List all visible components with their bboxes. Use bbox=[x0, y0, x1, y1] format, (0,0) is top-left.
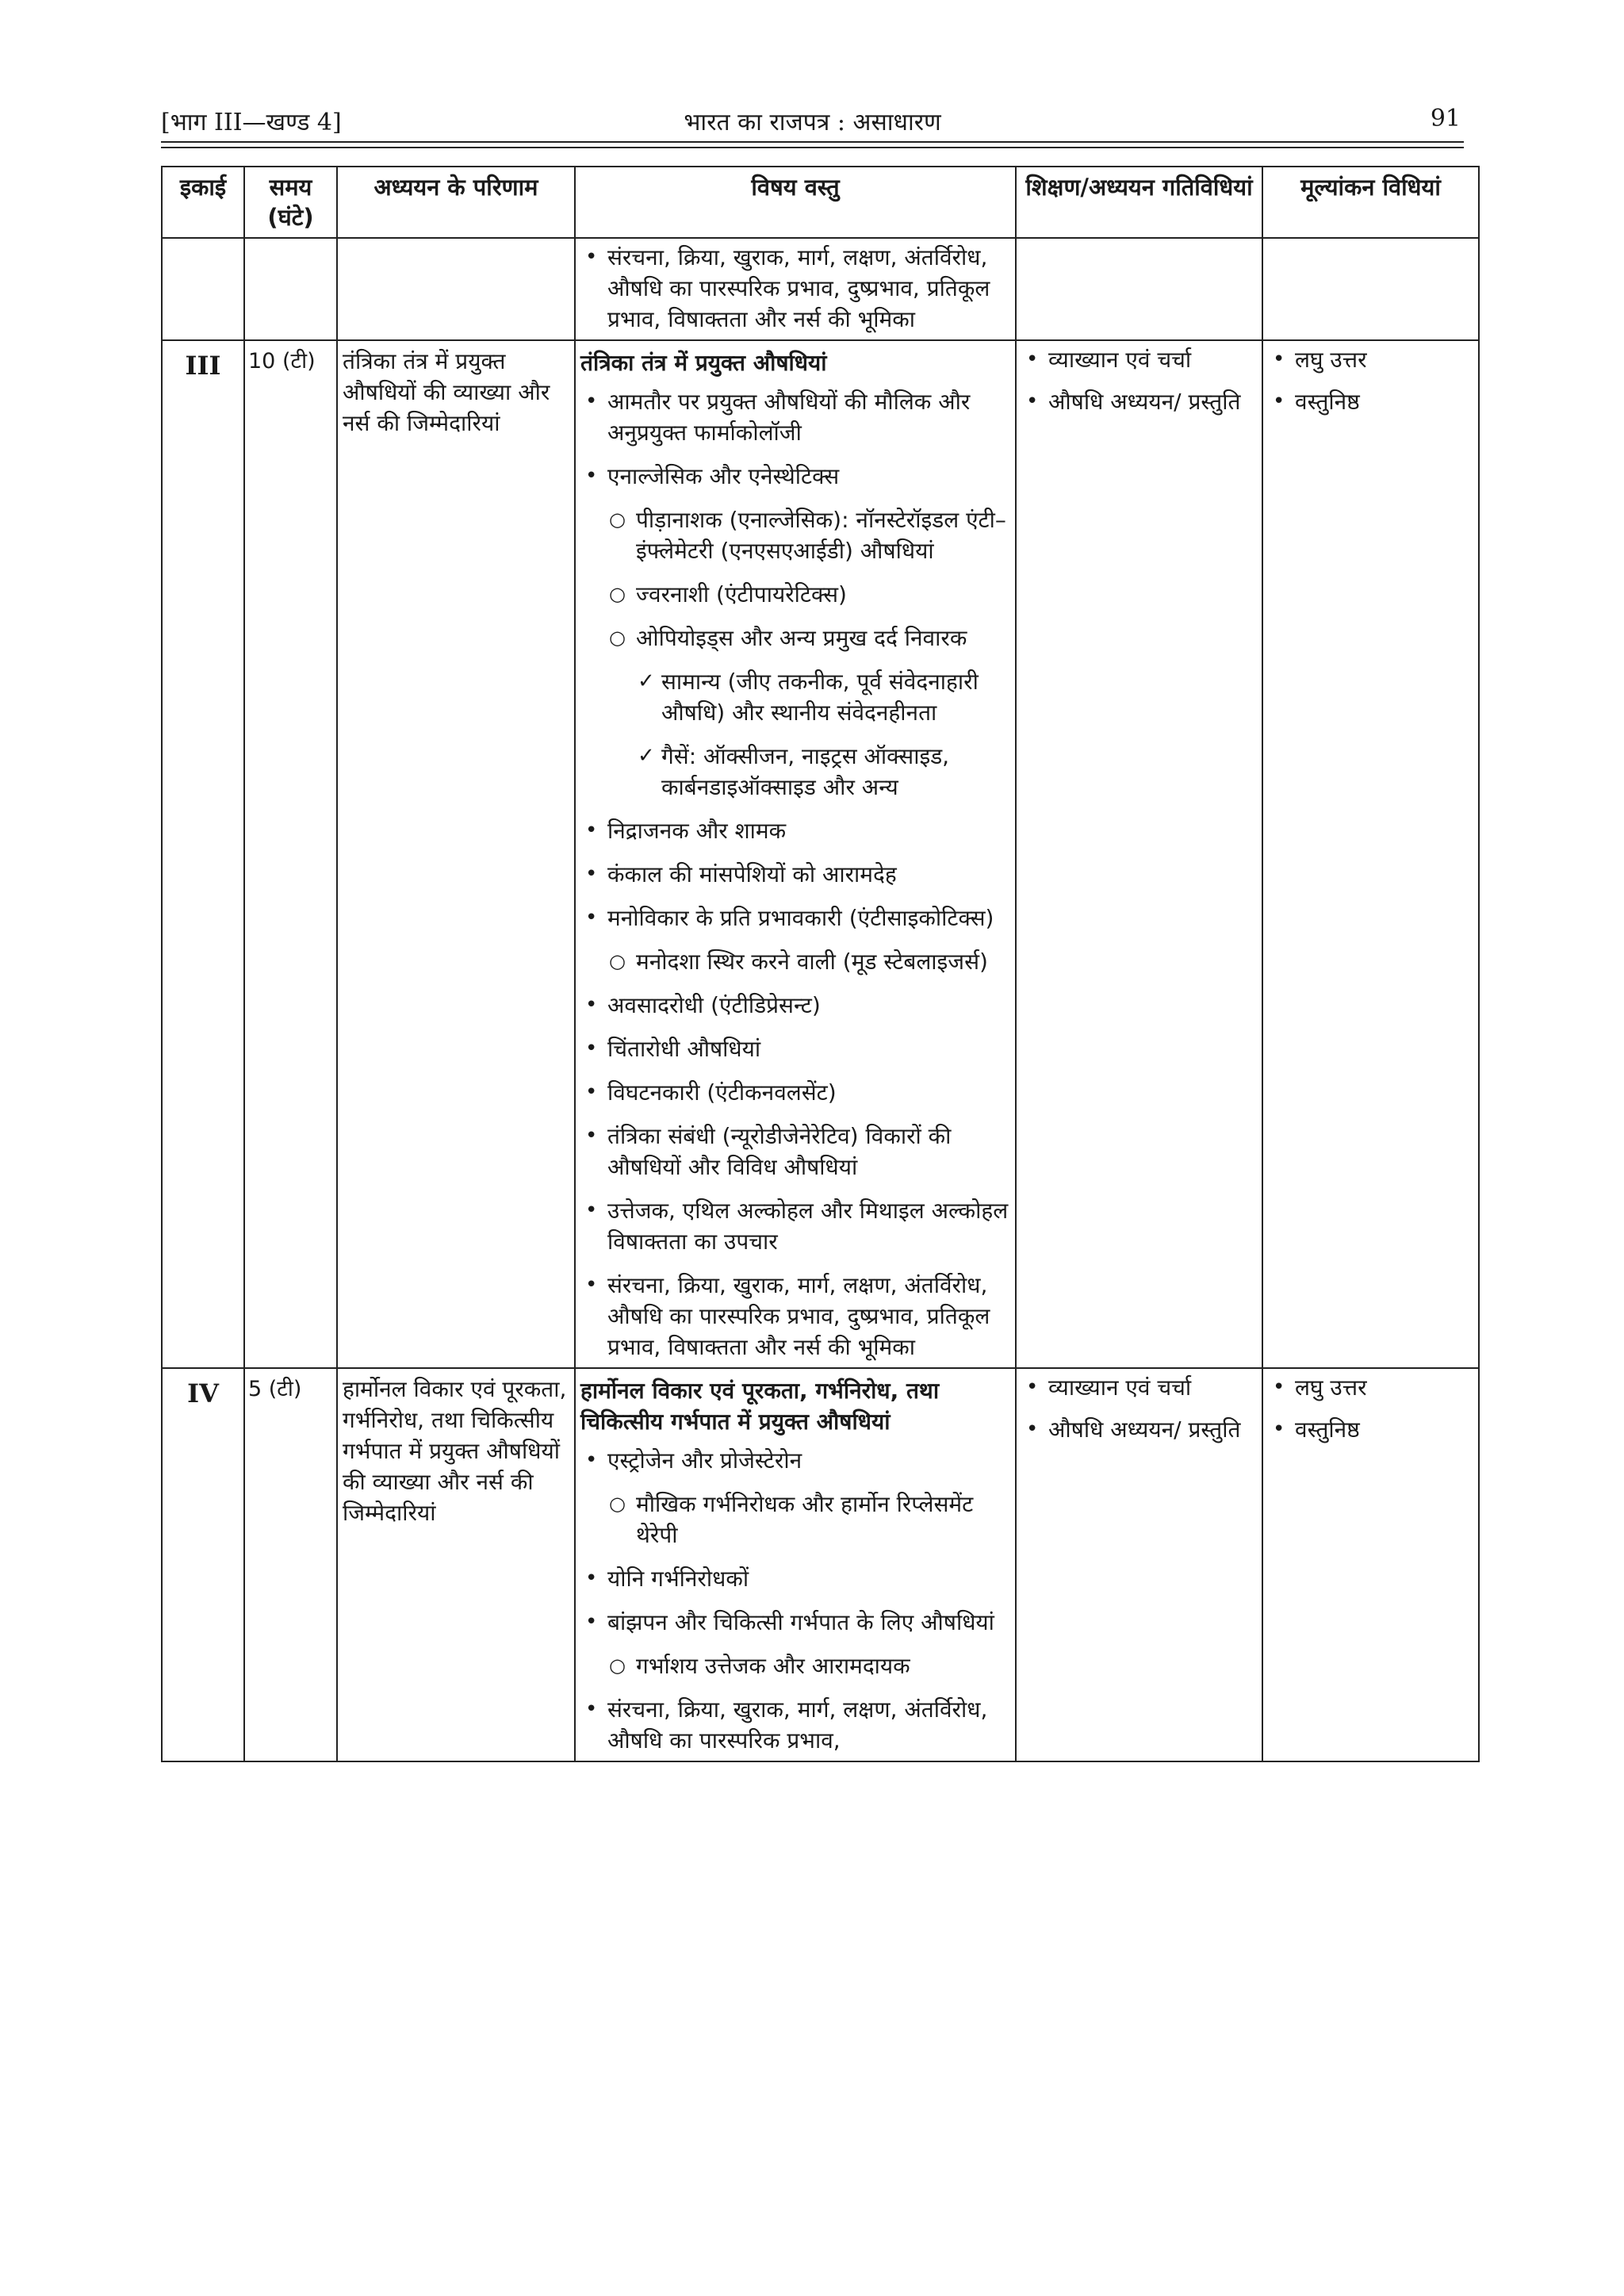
cell-evaluation bbox=[1262, 340, 1479, 1368]
header-rule bbox=[161, 141, 1464, 143]
header-rule bbox=[161, 147, 1464, 148]
list-item: • बांझपन और चिकित्सी गर्भपात के लिए औषधियां bbox=[580, 1607, 1010, 1638]
gazette-title: भारत का राजपत्र : असाधारण bbox=[684, 109, 941, 136]
column-header-unit: इकाई bbox=[162, 167, 244, 238]
table-row bbox=[162, 340, 1479, 1368]
content-list bbox=[580, 386, 1010, 1363]
cell-unit: IV bbox=[162, 1368, 244, 1761]
list-item: • कंकाल की मांसपेशियों को आरामदेह bbox=[580, 859, 1010, 890]
sub-list-item: ○ पीड़ानाशक (एनाल्जेसिक): नॉनस्टेरॉइडल एंटी–इंफ्लेमेटरी (एनएसएआईडी) औषधियां bbox=[580, 504, 1010, 566]
column-header-content: विषय वस्तु bbox=[575, 167, 1016, 238]
sub-list-item: ○ ज्वरनाशी (एंटीपायरेटिक्स) bbox=[580, 579, 1010, 610]
cell-unit bbox=[162, 238, 244, 340]
cell-unit: III bbox=[162, 340, 244, 1368]
list-item: • उत्तेजक, एथिल अल्कोहल और मिथाइल अल्कोहल विषाक्तता का उपचार bbox=[580, 1195, 1010, 1257]
activity-list bbox=[1021, 344, 1257, 417]
cell-time: 5 (टी) bbox=[244, 1368, 337, 1761]
list-item: • संरचना, क्रिया, खुराक, मार्ग, लक्षण, अंतर्विरोध, औषधि का पारस्परिक प्रभाव, दुष्प्रभाव, प्रतिकूल प्रभाव, विषाक्तता और नर्स की भूमिका bbox=[580, 1270, 1010, 1363]
list-item: • वस्तुनिष्ठ bbox=[1268, 1414, 1473, 1445]
table-row bbox=[162, 1368, 1479, 1761]
page-header bbox=[161, 98, 1464, 141]
list-item: • आमतौर पर प्रयुक्त औषधियों की मौलिक और अनुप्रयुक्त फार्माकोलॉजी bbox=[580, 386, 1010, 448]
list-item: • योनि गर्भनिरोधकों bbox=[580, 1563, 1010, 1594]
list-item: • संरचना, क्रिया, खुराक, मार्ग, लक्षण, अंतर्विरोध, औषधि का पारस्परिक प्रभाव, दुष्प्रभाव, प्रतिकूल प्रभाव, विषाक्तता और नर्स की भूमिका bbox=[580, 242, 1010, 335]
list-item: • विघटनकारी (एंटीकनवलसेंट) bbox=[580, 1077, 1010, 1108]
cell-outcome: तंत्रिका तंत्र में प्रयुक्त औषधियों की व्याख्या और नर्स की जिम्मेदारियां bbox=[337, 340, 575, 1368]
cell-content bbox=[575, 238, 1016, 340]
list-item: • औषधि अध्ययन/ प्रस्तुति bbox=[1021, 386, 1257, 417]
list-item: • लघु उत्तर bbox=[1268, 344, 1473, 375]
cell-outcome bbox=[337, 238, 575, 340]
page-number: 91 bbox=[1430, 105, 1461, 132]
cell-activities bbox=[1016, 238, 1262, 340]
cell-evaluation bbox=[1262, 238, 1479, 340]
list-item: • व्याख्यान एवं चर्चा bbox=[1021, 344, 1257, 375]
activity-list bbox=[1021, 1372, 1257, 1445]
list-item: • लघु उत्तर bbox=[1268, 1372, 1473, 1403]
sub-list-item: ○ गर्भाशय उत्तेजक और आरामदायक bbox=[580, 1650, 1010, 1681]
list-item: • मनोविकार के प्रति प्रभावकारी (एंटीसाइकोटिक्स) bbox=[580, 903, 1010, 933]
content-list bbox=[580, 242, 1010, 335]
cell-time bbox=[244, 238, 337, 340]
column-header-evaluation-methods: मूल्यांकन विधियां bbox=[1262, 167, 1479, 238]
list-item: • तंत्रिका संबंधी (न्यूरोडीजेनेरेटिव) विकारों की औषधियों और विविध औषधियां bbox=[580, 1121, 1010, 1182]
table-row bbox=[162, 238, 1479, 340]
evaluation-list bbox=[1268, 1372, 1473, 1445]
content-heading: हार्मोनल विकार एवं पूरकता, गर्भनिरोध, तथा चिकित्सीय गर्भपात में प्रयुक्त औषधियां bbox=[580, 1378, 940, 1435]
cell-evaluation bbox=[1262, 1368, 1479, 1761]
list-item: • व्याख्यान एवं चर्चा bbox=[1021, 1372, 1257, 1403]
column-header-time: समय (घंटे) bbox=[244, 167, 337, 238]
gazette-part-label: [भाग III—खण्ड 4] bbox=[161, 109, 342, 136]
list-item: • एनाल्जेसिक और एनेस्थेटिक्स bbox=[580, 461, 1010, 492]
cell-outcome: हार्मोनल विकार एवं पूरकता, गर्भनिरोध, तथा चिकित्सीय गर्भपात में प्रयुक्त औषधियों की व्याख्या और नर्स की जिम्मेदारियां bbox=[337, 1368, 575, 1761]
evaluation-list bbox=[1268, 344, 1473, 417]
list-item: • निद्राजनक और शामक bbox=[580, 815, 1010, 846]
list-item: • चिंतारोधी औषधियां bbox=[580, 1033, 1010, 1064]
column-header-teaching-activities: शिक्षण/अध्ययन गतिविधियां bbox=[1016, 167, 1262, 238]
list-item: • एस्ट्रोजेन और प्रोजेस्टेरोन bbox=[580, 1445, 1010, 1476]
check-list-item: ✓ सामान्य (जीए तकनीक, पूर्व संवेदनाहारी औषधि) और स्थानीय संवेदनहीनता bbox=[580, 666, 1010, 728]
list-item: • वस्तुनिष्ठ bbox=[1268, 386, 1473, 417]
cell-content bbox=[575, 1368, 1016, 1761]
column-header-learning-outcomes: अध्ययन के परिणाम bbox=[337, 167, 575, 238]
content-list bbox=[580, 1445, 1010, 1756]
check-list-item: ✓ गैसें: ऑक्सीजन, नाइट्रस ऑक्साइड, कार्बनडाइऑक्साइड और अन्य bbox=[580, 741, 1010, 803]
cell-content bbox=[575, 340, 1016, 1368]
list-item: • संरचना, क्रिया, खुराक, मार्ग, लक्षण, अंतर्विरोध, औषधि का पारस्परिक प्रभाव, bbox=[580, 1694, 1010, 1756]
syllabus-table bbox=[161, 166, 1480, 1762]
sub-list-item: ○ ओपियोइड्स और अन्य प्रमुख दर्द निवारक bbox=[580, 623, 1010, 654]
sub-list-item: ○ मौखिक गर्भनिरोधक और हार्मोन रिप्लेसमेंट थेरेपी bbox=[580, 1489, 1010, 1550]
content-heading: तंत्रिका तंत्र में प्रयुक्त औषधियां bbox=[580, 350, 827, 376]
list-item: • अवसादरोधी (एंटीडिप्रेसन्ट) bbox=[580, 990, 1010, 1021]
table-header-row bbox=[162, 167, 1479, 238]
sub-list-item: ○ मनोदशा स्थिर करने वाली (मूड स्टेबलाइजर्स) bbox=[580, 946, 1010, 977]
cell-time: 10 (टी) bbox=[244, 340, 337, 1368]
list-item: • औषधि अध्ययन/ प्रस्तुति bbox=[1021, 1414, 1257, 1445]
cell-activities bbox=[1016, 1368, 1262, 1761]
cell-activities bbox=[1016, 340, 1262, 1368]
